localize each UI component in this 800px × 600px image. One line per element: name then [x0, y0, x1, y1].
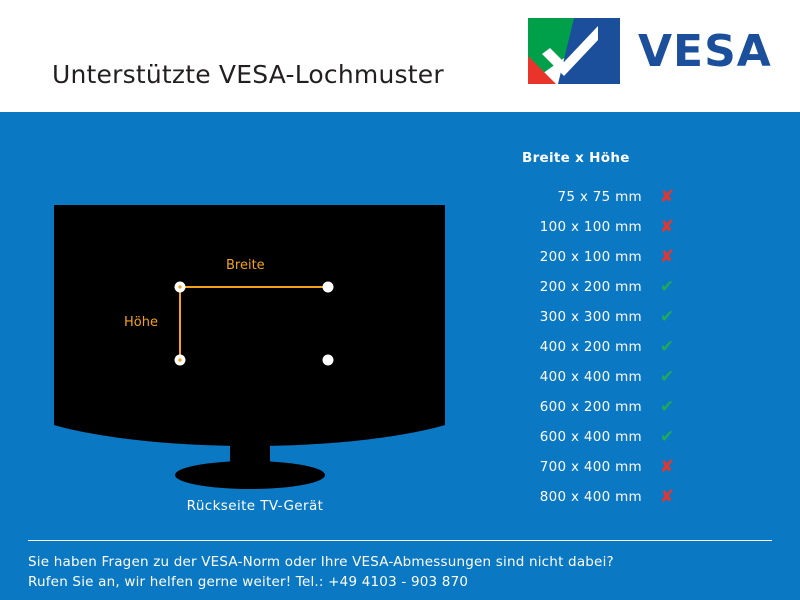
table-row — [480, 212, 770, 242]
table-row — [480, 482, 770, 512]
check-icon: ✔ — [659, 426, 675, 447]
footer-divider — [28, 540, 772, 541]
table-header: Breite x Höhe — [522, 150, 630, 166]
table-row — [480, 182, 770, 212]
vesa-pattern-table — [480, 150, 770, 512]
pattern-size: 700 x 400 mm — [539, 459, 642, 475]
footer-note — [28, 552, 788, 592]
pattern-size: 300 x 300 mm — [539, 309, 642, 325]
table-row — [480, 392, 770, 422]
check-icon: ✔ — [659, 276, 675, 297]
vesa-logo — [528, 18, 776, 84]
cross-icon: ✘ — [659, 456, 675, 477]
table-row — [480, 362, 770, 392]
pattern-size: 600 x 200 mm — [539, 399, 642, 415]
pattern-size: 75 x 75 mm — [557, 189, 642, 205]
pattern-size: 400 x 400 mm — [539, 369, 642, 385]
cross-icon: ✘ — [659, 216, 675, 237]
pattern-size: 200 x 200 mm — [539, 279, 642, 295]
height-label: Höhe — [124, 315, 158, 330]
check-icon: ✔ — [659, 366, 675, 387]
table-row — [480, 422, 770, 452]
page-title: Unterstützte VESA-Lochmuster — [52, 60, 444, 89]
diagram-caption: Rückseite TV-Gerät — [186, 498, 324, 514]
table-row — [480, 332, 770, 362]
width-label: Breite — [226, 258, 265, 273]
pattern-size: 600 x 400 mm — [539, 429, 642, 445]
cross-icon: ✘ — [659, 246, 675, 267]
footer-line-2: Rufen Sie an, wir helfen gerne weiter! Tel.: +49 4103 - 903 870 — [28, 574, 469, 590]
vesa-logo-text: VESA — [638, 26, 772, 77]
footer-line-1: Sie haben Fragen zu der VESA-Norm oder Ihre VESA-Abmessungen sind nicht dabei? — [28, 554, 614, 570]
check-icon: ✔ — [659, 306, 675, 327]
cross-icon: ✘ — [659, 486, 675, 507]
pattern-size: 100 x 100 mm — [539, 219, 642, 235]
tv-diagram — [40, 150, 470, 530]
tv-illustration-icon — [40, 150, 470, 495]
pattern-size: 800 x 400 mm — [539, 489, 642, 505]
cross-icon: ✘ — [659, 186, 675, 207]
table-row — [480, 452, 770, 482]
vesa-logo-mark-icon — [528, 18, 620, 84]
check-icon: ✔ — [659, 396, 675, 417]
pattern-size: 400 x 200 mm — [539, 339, 642, 355]
check-icon: ✔ — [659, 336, 675, 357]
page-header — [0, 0, 800, 112]
table-row — [480, 242, 770, 272]
table-row — [480, 302, 770, 332]
table-row — [480, 272, 770, 302]
pattern-size: 200 x 100 mm — [539, 249, 642, 265]
